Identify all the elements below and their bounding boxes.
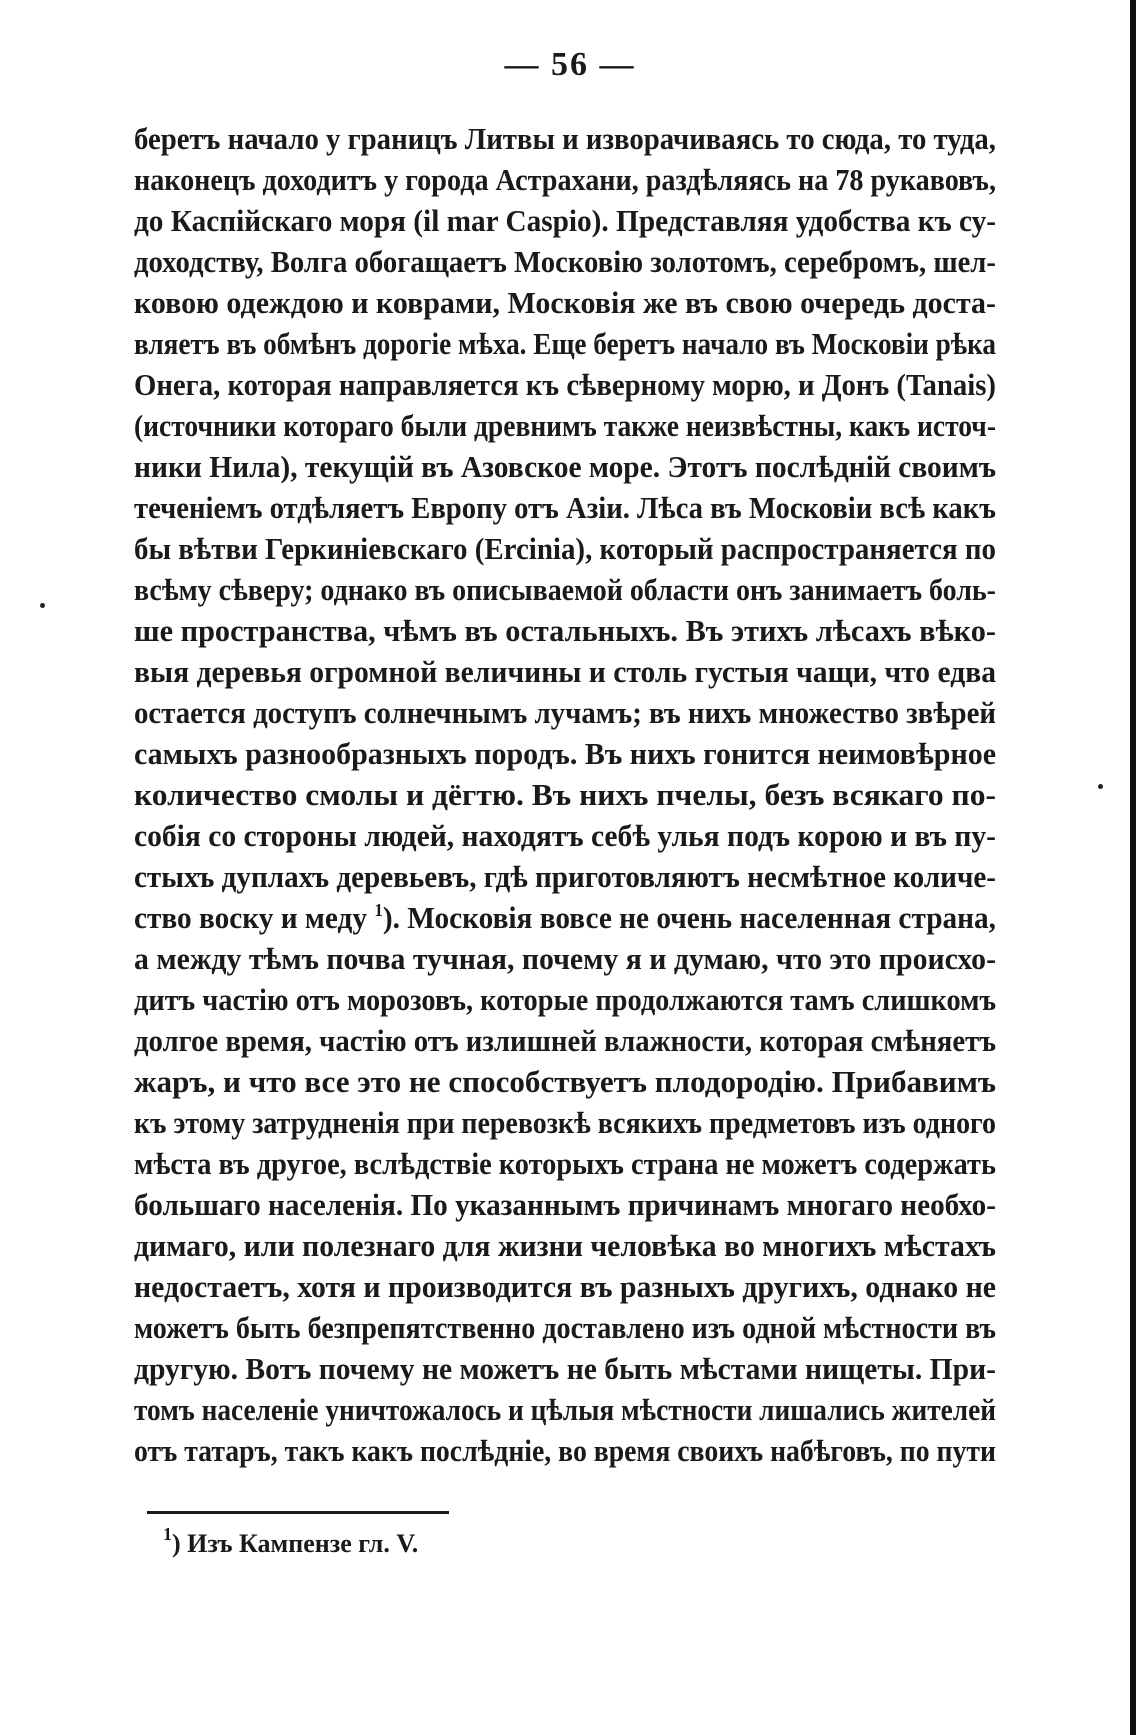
text-line: димаго, или полезнаго для жизни человѣка во многихъ мѣстахъ [134,1228,996,1263]
text-line: ники Нила), текущій въ Азовское море. Этотъ послѣдній своимъ [134,449,996,484]
footnote-marker: 1 [374,900,383,920]
text-line: томъ населеніе уничтожалось и цѣлыя мѣстности лишались жителей [134,1392,996,1427]
footnote [163,1524,419,1561]
text-line: самыхъ разнообразныхъ породъ. Въ нихъ гонится неимовѣрное [134,736,996,771]
text-line: теченіемъ отдѣляетъ Европу отъ Азіи. Лѣса въ Московіи всѣ какъ [134,490,996,525]
page-edge-shadow [1130,0,1136,1735]
text-line: собія со стороны людей, находятъ себѣ улья подъ корою и въ пу- [134,818,996,853]
text-line: отъ татаръ, такъ какъ послѣдніе, во время своихъ набѣговъ, по пути [134,1433,996,1468]
text-line: жаръ, и что все это не способствуетъ плодородію. Прибавимъ [134,1064,996,1099]
text-line: другую. Вотъ почему не можетъ не быть мѣстами нищеты. При- [134,1351,996,1386]
text-line: ше пространства, чѣмъ въ остальныхъ. Въ этихъ лѣсахъ вѣко- [134,613,996,648]
footnote-text: ) Изъ Кампензе гл. V. [172,1529,419,1558]
text-line: доходству, Волга обогащаетъ Московію золотомъ, серебромъ, шел- [134,244,996,279]
scan-speck [40,603,45,608]
text-line: недостаетъ, хотя и производится въ разныхъ другихъ, однако не [134,1269,996,1304]
page-number: — 56 — [504,46,636,83]
text-line: бы вѣтви Геркиніевскаго (Ercinia), который распространяется по [134,531,996,566]
scan-speck [1098,784,1103,789]
text-line: къ этому затрудненія при перевозкѣ всякихъ предметовъ изъ одного [134,1105,996,1140]
text-line: а между тѣмъ почва тучная, почему я и думаю, что это происхо- [134,941,996,976]
text-line-tail: ). Московія вовсе не очень населенная страна, [382,900,997,935]
text-line: мѣста въ другое, вслѣдствіе которыхъ страна не можетъ содержать [134,1146,996,1181]
text-line: наконецъ доходитъ у города Астрахани, раздѣляясь на 78 рукавовъ, [134,162,996,197]
text-line: долгое время, частію отъ излишней влажности, которая смѣняетъ [134,1023,996,1058]
text-line: всѣму сѣверу; однако въ описываемой области онъ занимаетъ боль- [134,572,996,607]
footnote-rule [147,1511,449,1514]
text-line: большаго населенія. По указаннымъ причинамъ многаго необхо- [134,1187,996,1222]
text-line: выя деревья огромной величины и столь густыя чащи, что едва [134,654,996,689]
text-line: до Каспійскаго моря (il mar Caspio). Представляя удобства къ су- [134,203,996,238]
footnote-number: 1 [163,1524,172,1544]
text-line-start: ство воску и меду [134,900,367,935]
text-line: (источники котораго были древнимъ также неизвѣстны, какъ источ- [134,408,996,443]
text-line: можетъ быть безпрепятственно доставлено изъ одной мѣстности въ [134,1310,996,1345]
text-line: количество смолы и дёгтю. Въ нихъ пчелы, безъ всякаго по- [134,777,996,812]
text-line: дитъ частію отъ морозовъ, которые продолжаются тамъ слишкомъ [134,982,996,1017]
text-line [134,897,1046,939]
text-line: вляетъ въ обмѣнъ дорогіе мѣха. Еще беретъ начало въ Московіи рѣка [134,326,996,361]
text-line: ковою одеждою и коврами, Московія же въ свою очередь доста- [134,285,996,320]
text-line: беретъ начало у границъ Литвы и изворачиваясь то сюда, то туда, [134,121,996,156]
text-line: Онега, которая направляется къ сѣверному морю, и Донъ (Tanais) [134,367,996,402]
text-line: стыхъ дуплахъ деревьевъ, гдѣ приготовляютъ несмѣтное количе- [134,859,996,894]
text-line: остается доступъ солнечнымъ лучамъ; въ нихъ множество звѣрей [134,695,996,730]
